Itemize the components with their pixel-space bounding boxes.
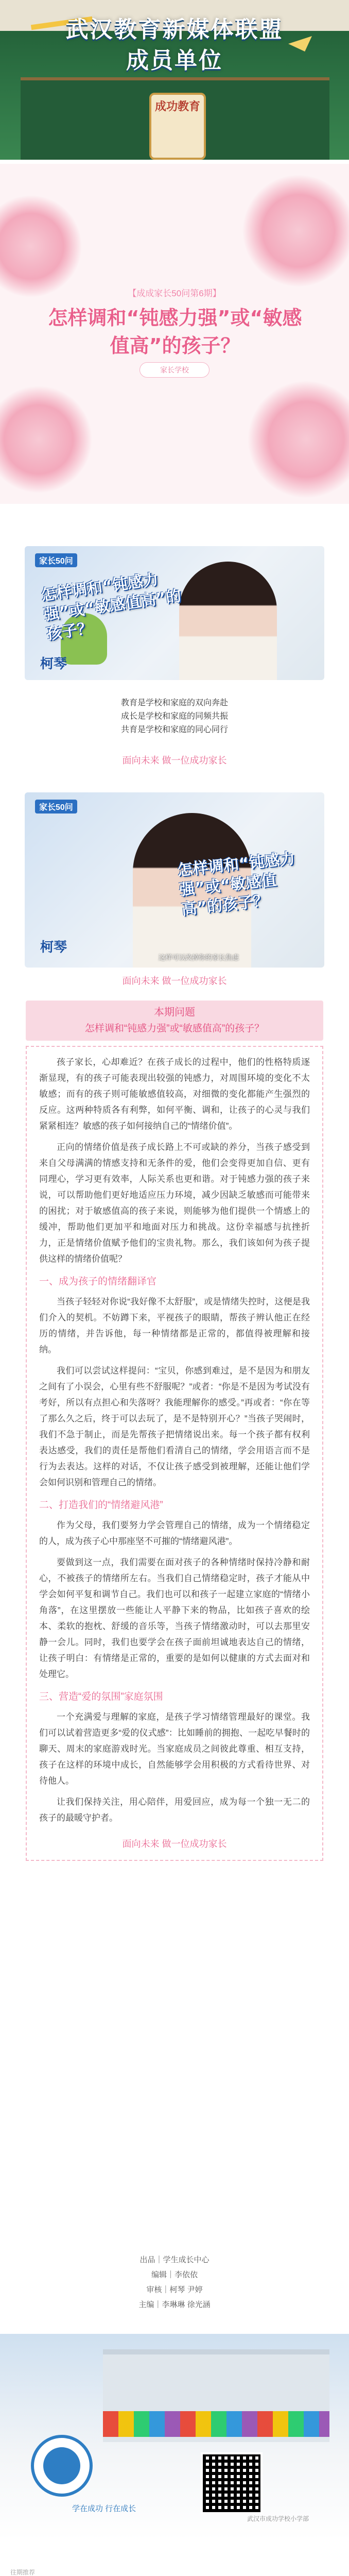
- credit-line: 主编｜李琳琳 徐光涵: [138, 2300, 211, 2309]
- credit-line: 编辑｜李依依: [151, 2270, 198, 2279]
- article-paragraph: 当孩子轻轻对你说“我好像不太舒服”，或是情绪失控时，这便是我们介入的契机。不妨蹲下来，平视孩子的眼睛，帮孩子辨认他正在经历的情绪，并告诉他，每一种情绪都是正常的，都值得被理解和接纳。: [39, 1297, 310, 1354]
- parent-school-pill: 家长学校: [139, 362, 210, 378]
- article-paragraph: 要做到这一点，我们需要在面对孩子的各种情绪时保持冷静和耐心，不被孩子的情绪所左右。当我们自己情绪稳定时，孩子才能从中学会如何平复和调节自己。我们也可以和孩子一起建立家庭的“情绪小角落”，在这里摆放一些能让人平静下来的物品，比如孩子喜欢的绘本、柔软的抱枕、舒缓的音乐等，当孩子情绪激动时，可以去那里安静一会儿。同时，我们也要学会在孩子面前坦诚地表达自己的情绪，让孩子明白：有情绪是正常的，重要的是如何以健康的方式去面对和处理它。: [39, 1557, 310, 1679]
- credit-line: 审核｜柯琴 尹婷: [146, 2285, 203, 2294]
- article-body: [26, 1046, 323, 1861]
- parents-50-logo: 家长50问: [35, 553, 77, 567]
- topic-poster: [0, 164, 349, 504]
- topic-question: 怎样调和“钝感力强”或“敏感值高”的孩子？: [84, 1023, 265, 1034]
- topic-box: [26, 1001, 323, 1041]
- section-heading: 二、打造我们的“情绪避风港”: [39, 1500, 163, 1511]
- article-paragraph: 我们可以尝试这样提问：“宝贝，你感到难过，是不是因为和朋友之间有了小误会，心里有些不舒服呢？”或者：“你是不是因为考试没有考好，所以有点担心和失落呀？我能理解你的感受。”再或者：“你在等了那么久之后，终于可以去玩了，是不是特别开心？”当孩子哭闹时，我们不急于制止，而是先帮孩子把情绪说出来。每一个孩子都有权利表达感受，我们的责任是帮他们看清自己的情绪，学会用语言而不是行为去表达。这样的对话，不仅让孩子感受到被理解，还能让他们学会如何识别和管理自己的情绪。: [39, 1366, 310, 1487]
- building-color-stripe: [103, 2411, 329, 2437]
- blossom-decoration: [0, 385, 93, 494]
- blossom-decoration: [247, 380, 349, 499]
- video-title: 怎样调和“钝感力强”或“敏感值高”的孩子？: [40, 570, 183, 643]
- banner-title-line1: 武汉教育新媒体联盟: [65, 16, 284, 43]
- banner-title: [0, 14, 349, 76]
- school-footer: [0, 2334, 349, 2540]
- motto-line: 面向未来 做一位成功家长: [122, 755, 227, 766]
- article-paragraph: 正向的情绪价值是孩子成长路上不可或缺的养分，当孩子感受到来自父母满满的情感支持和无条件的爱，他们会变得更加自信、更有同理心，学习更有效率，人际关系也更和谐。对于钝感力强的孩子来说，可以帮助他们更好地适应压力环境，减少因缺乏敏感而可能带来的困扰；对于敏感值高的孩子来说，则能够为他们提供一个情感上的缓冲，帮助他们更加平和地面对压力和挑战。这份幸福感与抗挫折力，正是情绪价值赋予他们的宝贵礼物。那么，我们该如何为孩子提供这样的情绪价值呢？: [39, 1142, 310, 1264]
- video-player-2[interactable]: [25, 792, 324, 968]
- topic-label: 本期问题: [154, 1007, 195, 1018]
- caption-line: 成长是学校和家庭的同频共振: [120, 712, 228, 721]
- school-slogan: 学在成功 行在成长: [72, 2504, 136, 2513]
- qr-code-icon[interactable]: [201, 2452, 263, 2514]
- watermark-text: 武汉市成功学校小学部: [247, 2515, 309, 2522]
- article-paragraph: 作为父母，我们要努力学会管理自己的情绪，成为一个情绪稳定的人，成为孩子心中那座坚不可摧的“情绪避风港”。: [39, 1520, 310, 1546]
- video-subtitle: 这样可以改掉你的家长焦虑: [159, 954, 239, 961]
- article-paragraph: 让我们保持关注，用心陪伴，用爱回应，成为每一个独一无二的孩子的最暖守护者。: [39, 1797, 310, 1823]
- recommend-link[interactable]: 往期推荐: [10, 2569, 36, 2576]
- caption-line: 共育是学校和家庭的同心同行: [120, 725, 228, 734]
- poster-headline: 怎样调和“钝感力强”或“敏感值高”的孩子？: [48, 307, 302, 357]
- board-sign-text: 成功教育: [154, 100, 200, 113]
- series-tag: 【成成家长50问第6期】: [128, 289, 221, 298]
- school-seal-icon: [31, 2435, 93, 2497]
- header-banner: [0, 0, 349, 160]
- blossom-decoration: [242, 174, 349, 287]
- article-paragraph: 孩子家长，心却难近？在孩子成长的过程中，他们的性格特质逐渐显现，有的孩子可能表现出较强的钝感力，对周围环境的变化不太敏感；而有的孩子则可能敏感值较高，对细微的变化都能产生强烈的反应。这两种特质各有利弊，如何平衡、调和，让孩子的心灵与我们紧紧相连？敏感的孩子如何接纳自己的“情绪价值”。: [39, 1057, 310, 1131]
- video-player-1[interactable]: [25, 546, 324, 680]
- article-motto: 面向未来 做一位成功家长: [122, 1839, 227, 1849]
- motto-line: 面向未来 做一位成功家长: [122, 976, 227, 986]
- seal-center: [43, 2447, 80, 2484]
- success-education-sign: [149, 93, 206, 160]
- speaker-figure: [179, 562, 277, 680]
- speaker-name: 柯琴: [40, 656, 67, 671]
- article-paragraph: 一个充满爱与理解的家庭，是孩子学习情绪管理最好的课堂。我们可以试着营造更多“爱的仪式感”：比如睡前的拥抱、一起吃早餐时的聊天、周末的家庭游戏时光。当家庭成员之间彼此尊重、相互支持，孩子在这样的环境中成长，自然能够学会用积极的方式看待世界、对待他人。: [39, 1712, 310, 1786]
- video-title: 怎样调和“钝感力强”或“敏感值高”的孩子？: [176, 849, 296, 919]
- caption-line: 教育是学校和家庭的双向奔赴: [120, 699, 228, 707]
- speaker-name: 柯琴: [40, 939, 67, 955]
- parents-50-logo: 家长50问: [35, 800, 77, 814]
- banner-title-line2: 成员单位: [126, 47, 223, 74]
- section-heading: 一、成为孩子的情绪翻译官: [39, 1276, 157, 1287]
- section-heading: 三、营造“爱的氛围”家庭氛围: [39, 1691, 163, 1702]
- credits-block: [0, 2252, 349, 2312]
- caption-block: [0, 697, 349, 737]
- blossom-decoration: [0, 195, 82, 298]
- credit-line: 出品｜学生成长中心: [139, 2256, 210, 2264]
- article-meta: [10, 2567, 339, 2576]
